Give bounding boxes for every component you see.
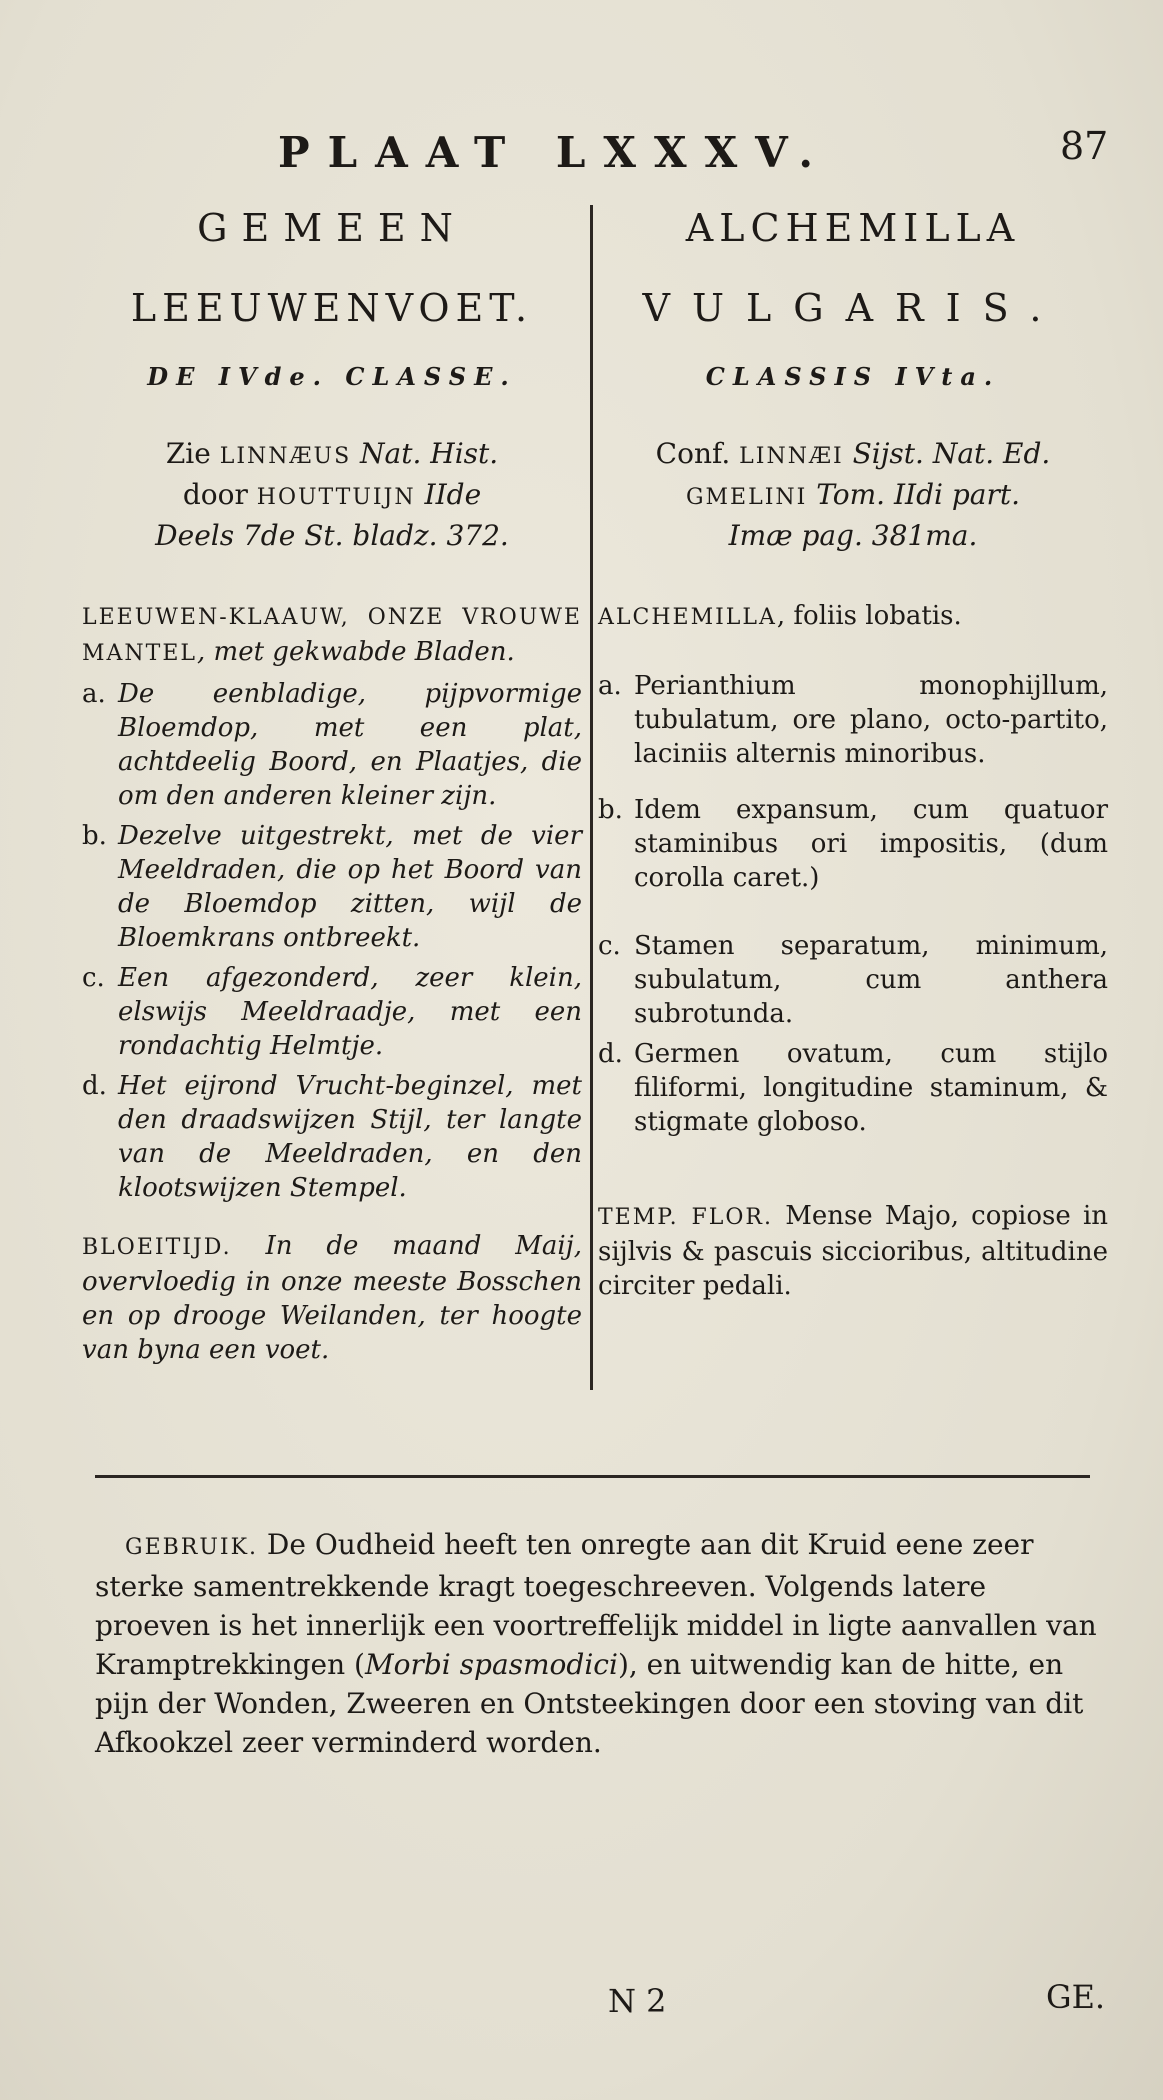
dutch-flowering [82, 1229, 582, 1367]
ref-author: LINNÆUS [219, 444, 352, 469]
flowering-label: BLOEITIJD. [82, 1235, 232, 1260]
list-item: a. De eenbladige, pijpvormige Bloemdop, met een plat, achtdeelig Boord, en Plaatjes, die om den anderen kleiner zijn. [82, 679, 582, 811]
ref-author: GMELINI [685, 485, 808, 510]
ref-author: LINNÆI [739, 444, 844, 469]
latin-flowering [598, 1199, 1108, 1303]
dutch-figure-list [82, 677, 582, 1205]
ref-page: Deels 7de St. bladz. 372. [155, 519, 509, 552]
dutch-description [82, 599, 582, 671]
flowering-text: In de maand Maij, overvloedig in onze meeste Bosschen en op drooge Weilanden, ter hoogte van byna een voet. [82, 1231, 582, 1365]
description-text: , foliis lobatis. [776, 601, 962, 631]
latin-reference [598, 435, 1108, 555]
column-divider [590, 205, 593, 1390]
page-header [0, 124, 1163, 188]
usage-text: De Oudheid heeft ten onregte aan dit Kruid eene zeer sterke samentrekkende kragt toegeschreeven. Volgends latere proeven is het innerlijk een voortreffelijk middel in ligte aanvallen van Kramptrekkingen ( [95, 1528, 1097, 1681]
ref-author: HOUTTUIJN [256, 485, 416, 510]
list-item: d. Het eijrond Vrucht-beginzel, met den draadswijzen Stijl, ter langte van de Meeldraden, en den klootswijzen Stempel. [82, 1071, 582, 1203]
plate-title: PLAAT LXXXV. [278, 128, 832, 177]
list-item: a. Perianthium monophijllum, tubulatum, ore plano, octo-partito, laciniis alternis minoribus. [598, 671, 1108, 769]
usage-label: GEBRUIK. [125, 1535, 259, 1560]
list-item: b. Dezelve uitgestrekt, met de vier Meeldraden, die op het Boord van de Bloemdop zitten, wijl de Bloemkrans ontbreekt. [82, 821, 582, 953]
latin-column [598, 200, 1108, 1303]
ref-volume: Tom. IIdi part. [807, 478, 1021, 511]
list-item: c. Een afgezonderd, zeer klein, elswijs Meeldraadje, met een rondachtig Helmtje. [82, 963, 582, 1061]
usage-latin: Morbi spasmodici [364, 1648, 618, 1681]
usage-paragraph [95, 1525, 1110, 1762]
ref-text: Conf. [655, 437, 740, 470]
ref-text: door [182, 478, 257, 511]
catchword: GE. [1046, 1978, 1106, 2016]
dutch-title-line2: LEEUWENVOET. [130, 286, 534, 330]
latin-description [598, 599, 1108, 635]
list-item: b. Idem expansum, cum quatuor staminibus ori impositis, (dum corolla caret.) [598, 795, 1108, 893]
page-number: 87 [1060, 124, 1109, 168]
ref-text: Zie [165, 437, 220, 470]
flowering-text: Mense Majo, copiose in sijlvis & pascuis siccioribus, altitudine circiter pedali. [598, 1201, 1108, 1301]
usage-text: ), en uitwendig kan de hitte, en pijn der Wonden, Zweeren en Ontsteekingen door een stoving van dit Afkookzel zeer verminderd worden. [95, 1648, 1084, 1759]
latin-title-line2: VULGARIS. [642, 286, 1064, 330]
dutch-reference [82, 435, 582, 555]
latin-title-line1: ALCHEMILLA [685, 206, 1021, 250]
ref-volume: IIde [415, 478, 482, 511]
flowering-label: TEMP. FLOR. [598, 1205, 773, 1230]
dutch-classe: DE IVde. CLASSE. [147, 362, 517, 391]
description-text: , met gekwabde Bladen. [197, 637, 515, 667]
dutch-title-line1: GEMEEN [197, 206, 467, 250]
ref-work: Nat. Hist. [351, 437, 499, 470]
ref-work: Sijst. Nat. Ed. [843, 437, 1051, 470]
horizontal-rule [95, 1475, 1090, 1478]
list-item: c. Stamen separatum, minimum, subulatum, cum anthera subrotunda. [598, 931, 1108, 1029]
list-item: d. Germen ovatum, cum stijlo filiformi, longitudine staminum, & stigmate globoso. [598, 1039, 1108, 1137]
dutch-column [82, 200, 582, 1367]
latin-classis: CLASSIS IVta. [705, 362, 1001, 391]
latin-figure-list [598, 669, 1108, 1139]
genus-name: ALCHEMILLA [598, 605, 777, 630]
common-names: LEEUWEN-KLAAUW, ONZE VROUWE MANTEL [82, 605, 582, 666]
signature-mark: N 2 [608, 1982, 667, 2020]
ref-page: Imæ pag. 381ma. [728, 519, 978, 552]
